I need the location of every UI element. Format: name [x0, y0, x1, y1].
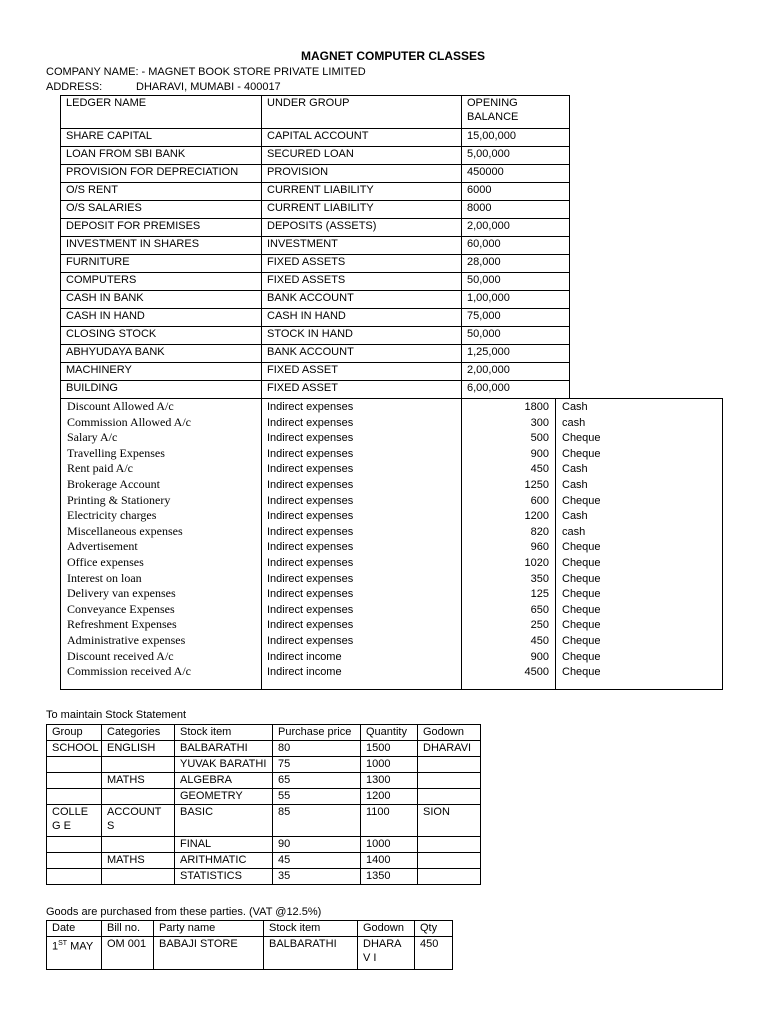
stock-category: ACCOUNT S	[102, 805, 175, 837]
ledger-row	[61, 147, 570, 165]
expense-group: Indirect expenses	[267, 510, 354, 523]
ledger-group: STOCK IN HAND	[262, 327, 462, 345]
ledger-name: CASH IN HAND	[61, 309, 262, 327]
ledger-balance: 6000	[462, 183, 570, 201]
expense-group: Indirect expenses	[267, 603, 354, 616]
expense-amount: 450	[530, 634, 549, 647]
ledger-row	[61, 327, 570, 345]
stock-row	[47, 757, 481, 773]
stock-qty: 1000	[361, 837, 418, 853]
expense-amount-column	[461, 400, 549, 689]
expense-group: Indirect expenses	[267, 572, 354, 585]
stock-price: 35	[273, 869, 361, 885]
expense-group: Indirect expenses	[267, 556, 354, 569]
stock-godown: SION	[418, 805, 481, 837]
expense-name: Commission received A/c	[67, 664, 191, 679]
ledger-table	[60, 95, 570, 399]
expense-group: Indirect expenses	[267, 478, 354, 491]
ledger-name: O/S RENT	[61, 183, 262, 201]
expense-group: Indirect expenses	[267, 447, 354, 460]
expense-amount: 300	[530, 416, 549, 429]
stock-godown	[418, 869, 481, 885]
ledger-header-group: UNDER GROUP	[262, 96, 462, 129]
stock-qty: 1000	[361, 757, 418, 773]
stock-header-cell: Purchase price	[273, 725, 361, 741]
expense-group: Indirect expenses	[267, 619, 354, 632]
parties-table	[46, 920, 453, 970]
expense-amount: 1250	[524, 478, 549, 491]
stock-qty: 1350	[361, 869, 418, 885]
stock-qty: 1200	[361, 789, 418, 805]
stock-godown: DHARAVI	[418, 741, 481, 757]
ledger-balance: 5,00,000	[462, 147, 570, 165]
expense-group: Indirect income	[267, 650, 342, 663]
stock-category	[102, 837, 175, 853]
expense-mode: Cheque	[562, 556, 601, 569]
stock-category	[102, 789, 175, 805]
stock-item: ARITHMATIC	[175, 853, 273, 869]
expense-group: Indirect income	[267, 666, 342, 679]
expense-group: Indirect expenses	[267, 416, 354, 429]
stock-item: BASIC	[175, 805, 273, 837]
stock-row	[47, 789, 481, 805]
stock-godown	[418, 789, 481, 805]
stock-price: 80	[273, 741, 361, 757]
expense-name: Advertisement	[67, 539, 138, 554]
ledger-name: INVESTMENT IN SHARES	[61, 237, 262, 255]
stock-category	[102, 757, 175, 773]
expense-name: Electricity charges	[67, 508, 157, 523]
stock-group	[47, 853, 102, 869]
ledger-row	[61, 219, 570, 237]
expense-mode: Cash	[562, 463, 588, 476]
ledger-header-balance-line2: BALANCE	[467, 111, 519, 123]
stock-godown	[418, 837, 481, 853]
stock-item: ALGEBRA	[175, 773, 273, 789]
party-date-day: 1	[52, 940, 59, 953]
ledger-name: CASH IN BANK	[61, 291, 262, 309]
ledger-group: CASH IN HAND	[262, 309, 462, 327]
expense-mode: cash	[562, 525, 586, 538]
address-value: DHARAVI, MUMABI - 400017	[136, 81, 281, 93]
expense-mode: Cheque	[562, 634, 601, 647]
expense-amount: 125	[530, 588, 549, 601]
expense-mode: Cheque	[562, 494, 601, 507]
stock-price: 55	[273, 789, 361, 805]
stock-item: STATISTICS	[175, 869, 273, 885]
parties-header-cell: Stock item	[264, 921, 358, 937]
ledger-balance: 75,000	[462, 309, 570, 327]
expenses-table	[60, 398, 723, 690]
ledger-header-balance-line1: OPENING	[467, 97, 518, 109]
party-item: BALBARATHI	[264, 937, 358, 970]
expense-amount: 900	[530, 447, 549, 460]
ledger-group: CURRENT LIABILITY	[262, 183, 462, 201]
ledger-balance: 1,00,000	[462, 291, 570, 309]
stock-row	[47, 741, 481, 757]
stock-row	[47, 869, 481, 885]
expense-amount: 4500	[524, 666, 549, 679]
stock-header-cell: Categories	[102, 725, 175, 741]
party-qty: 450	[415, 937, 453, 970]
expense-amount: 250	[530, 619, 549, 632]
document-title: MAGNET COMPUTER CLASSES	[301, 49, 486, 63]
expense-mode: cash	[562, 416, 586, 429]
ledger-row	[61, 363, 570, 381]
ledger-name: CLOSING STOCK	[61, 327, 262, 345]
expense-name: Delivery van expenses	[67, 586, 176, 601]
stock-godown	[418, 853, 481, 869]
parties-header-cell: Party name	[154, 921, 264, 937]
stock-row	[47, 853, 481, 869]
stock-header-cell: Quantity	[361, 725, 418, 741]
parties-header-cell: Godown	[358, 921, 415, 937]
stock-row	[47, 805, 481, 837]
ledger-balance: 2,00,000	[462, 219, 570, 237]
expense-amount: 1020	[524, 556, 549, 569]
expense-mode: Cheque	[562, 541, 601, 554]
stock-group	[47, 757, 102, 773]
stock-godown	[418, 757, 481, 773]
expense-group: Indirect expenses	[267, 525, 354, 538]
stock-item: FINAL	[175, 837, 273, 853]
party-name: BABAJI STORE	[154, 937, 264, 970]
ledger-group: FIXED ASSETS	[262, 255, 462, 273]
stock-header-cell: Godown	[418, 725, 481, 741]
ledger-name: FURNITURE	[61, 255, 262, 273]
ledger-row	[61, 309, 570, 327]
ledger-group: BANK ACCOUNT	[262, 345, 462, 363]
expense-amount: 960	[530, 541, 549, 554]
ledger-row	[61, 129, 570, 147]
expense-name: Printing & Stationery	[67, 492, 171, 507]
expense-mode: Cheque	[562, 650, 601, 663]
expense-amount: 650	[530, 603, 549, 616]
ledger-name: PROVISION FOR DEPRECIATION	[61, 165, 262, 183]
parties-header-row	[47, 921, 453, 937]
company-name: COMPANY NAME: - MAGNET BOOK STORE PRIVATE LIMITED	[46, 66, 366, 78]
stock-group	[47, 837, 102, 853]
ledger-row	[61, 345, 570, 363]
party-godown: DHARAV I	[358, 937, 415, 970]
expense-name: Discount received A/c	[67, 648, 174, 663]
stock-table	[46, 724, 481, 885]
party-date-month: MAY	[67, 940, 94, 953]
stock-category: MATHS	[102, 773, 175, 789]
stock-group: SCHOOL	[47, 741, 102, 757]
expense-name: Administrative expenses	[67, 632, 186, 647]
ledger-balance: 8000	[462, 201, 570, 219]
stock-qty: 1100	[361, 805, 418, 837]
expense-name: Interest on loan	[67, 570, 142, 585]
expense-amount: 1800	[524, 401, 549, 413]
party-date	[47, 937, 102, 970]
expense-group: Indirect expenses	[267, 588, 354, 601]
expense-group-column	[267, 400, 457, 689]
ledger-balance: 28,000	[462, 255, 570, 273]
expense-amount: 450	[530, 463, 549, 476]
stock-row	[47, 773, 481, 789]
expense-name: Travelling Expenses	[67, 445, 165, 460]
stock-category: ENGLISH	[102, 741, 175, 757]
ledger-row	[61, 381, 570, 399]
expense-amount: 1200	[524, 510, 549, 523]
expense-mode: Cheque	[562, 572, 601, 585]
expense-mode: Cheque	[562, 588, 601, 601]
stock-group	[47, 773, 102, 789]
expense-amount: 600	[530, 494, 549, 507]
ledger-group: PROVISION	[262, 165, 462, 183]
expense-amount: 500	[530, 432, 549, 445]
stock-price: 90	[273, 837, 361, 853]
stock-header-row	[47, 725, 481, 741]
expense-amount: 900	[530, 650, 549, 663]
ledger-name: COMPUTERS	[61, 273, 262, 291]
stock-category: MATHS	[102, 853, 175, 869]
expense-amount: 820	[530, 525, 549, 538]
ledger-group: CURRENT LIABILITY	[262, 201, 462, 219]
ledger-group: INVESTMENT	[262, 237, 462, 255]
expense-name: Office expenses	[67, 554, 144, 569]
expense-group: Indirect expenses	[267, 541, 354, 554]
ledger-name: SHARE CAPITAL	[61, 129, 262, 147]
stock-item: GEOMETRY	[175, 789, 273, 805]
ledger-row	[61, 291, 570, 309]
ledger-name: BUILDING	[61, 381, 262, 399]
expense-name: Commission Allowed A/c	[67, 414, 192, 429]
stock-price: 75	[273, 757, 361, 773]
address-label: ADDRESS:	[46, 81, 103, 93]
stock-caption: To maintain Stock Statement	[46, 709, 187, 721]
ledger-row	[61, 237, 570, 255]
ledger-balance: 6,00,000	[462, 381, 570, 399]
ledger-group: FIXED ASSET	[262, 363, 462, 381]
ledger-balance: 60,000	[462, 237, 570, 255]
ledger-row	[61, 255, 570, 273]
stock-qty: 1300	[361, 773, 418, 789]
stock-item: BALBARATHI	[175, 741, 273, 757]
stock-qty: 1500	[361, 741, 418, 757]
ledger-balance: 450000	[462, 165, 570, 183]
expense-mode: Cheque	[562, 666, 601, 679]
expense-name: Rent paid A/c	[67, 461, 133, 476]
stock-item: YUVAK BARATHI	[175, 757, 273, 773]
ledger-name: ABHYUDAYA BANK	[61, 345, 262, 363]
stock-price: 45	[273, 853, 361, 869]
expense-group: Indirect expenses	[267, 634, 354, 647]
ledger-group: BANK ACCOUNT	[262, 291, 462, 309]
ledger-balance: 50,000	[462, 273, 570, 291]
stock-group	[47, 869, 102, 885]
expense-mode: Cash	[562, 401, 588, 413]
stock-group	[47, 789, 102, 805]
ledger-name: MACHINERY	[61, 363, 262, 381]
expense-group: Indirect expenses	[267, 401, 354, 413]
expense-group: Indirect expenses	[267, 432, 354, 445]
ledger-row	[61, 273, 570, 291]
ledger-header-row	[61, 96, 570, 129]
stock-price: 65	[273, 773, 361, 789]
ledger-name: O/S SALARIES	[61, 201, 262, 219]
expense-group: Indirect expenses	[267, 463, 354, 476]
party-bill: OM 001	[102, 937, 154, 970]
ledger-group: DEPOSITS (ASSETS)	[262, 219, 462, 237]
parties-caption: Goods are purchased from these parties. (VAT @12.5%)	[46, 906, 322, 918]
stock-header-cell: Stock item	[175, 725, 273, 741]
ledger-group: CAPITAL ACCOUNT	[262, 129, 462, 147]
expense-mode: Cheque	[562, 619, 601, 632]
ledger-balance: 15,00,000	[462, 129, 570, 147]
expense-mode: Cash	[562, 510, 588, 523]
expense-mode: Cheque	[562, 603, 601, 616]
expense-mode: Cheque	[562, 447, 601, 460]
ledger-balance: 2,00,000	[462, 363, 570, 381]
stock-row	[47, 837, 481, 853]
expense-mode: Cash	[562, 478, 588, 491]
parties-header-cell: Bill no.	[102, 921, 154, 937]
expense-mode-column	[562, 400, 712, 689]
expense-mode: Cheque	[562, 432, 601, 445]
expense-name-column	[67, 399, 257, 689]
ledger-group: SECURED LOAN	[262, 147, 462, 165]
ledger-balance: 50,000	[462, 327, 570, 345]
ledger-header-balance	[462, 96, 570, 129]
ledger-group: FIXED ASSETS	[262, 273, 462, 291]
parties-header-cell: Date	[47, 921, 102, 937]
ledger-row	[61, 165, 570, 183]
ledger-name: LOAN FROM SBI BANK	[61, 147, 262, 165]
expense-amount: 350	[530, 572, 549, 585]
stock-header-cell: Group	[47, 725, 102, 741]
expense-name: Salary A/c	[67, 430, 118, 445]
expense-name: Refreshment Expenses	[67, 617, 177, 632]
expense-name: Discount Allowed A/c	[67, 399, 174, 413]
stock-price: 85	[273, 805, 361, 837]
party-date-sup: ST	[58, 940, 68, 947]
expense-group: Indirect expenses	[267, 494, 354, 507]
parties-row	[47, 937, 453, 970]
ledger-group: FIXED ASSET	[262, 381, 462, 399]
expense-name: Brokerage Account	[67, 476, 160, 491]
ledger-name: DEPOSIT FOR PREMISES	[61, 219, 262, 237]
stock-qty: 1400	[361, 853, 418, 869]
ledger-row	[61, 201, 570, 219]
parties-header-cell: Qty	[415, 921, 453, 937]
ledger-balance: 1,25,000	[462, 345, 570, 363]
ledger-row	[61, 183, 570, 201]
stock-category	[102, 869, 175, 885]
expense-name: Conveyance Expenses	[67, 601, 175, 616]
ledger-header-name: LEDGER NAME	[61, 96, 262, 129]
stock-godown	[418, 773, 481, 789]
expense-name: Miscellaneous expenses	[67, 523, 183, 538]
stock-group: COLLEG E	[47, 805, 102, 837]
